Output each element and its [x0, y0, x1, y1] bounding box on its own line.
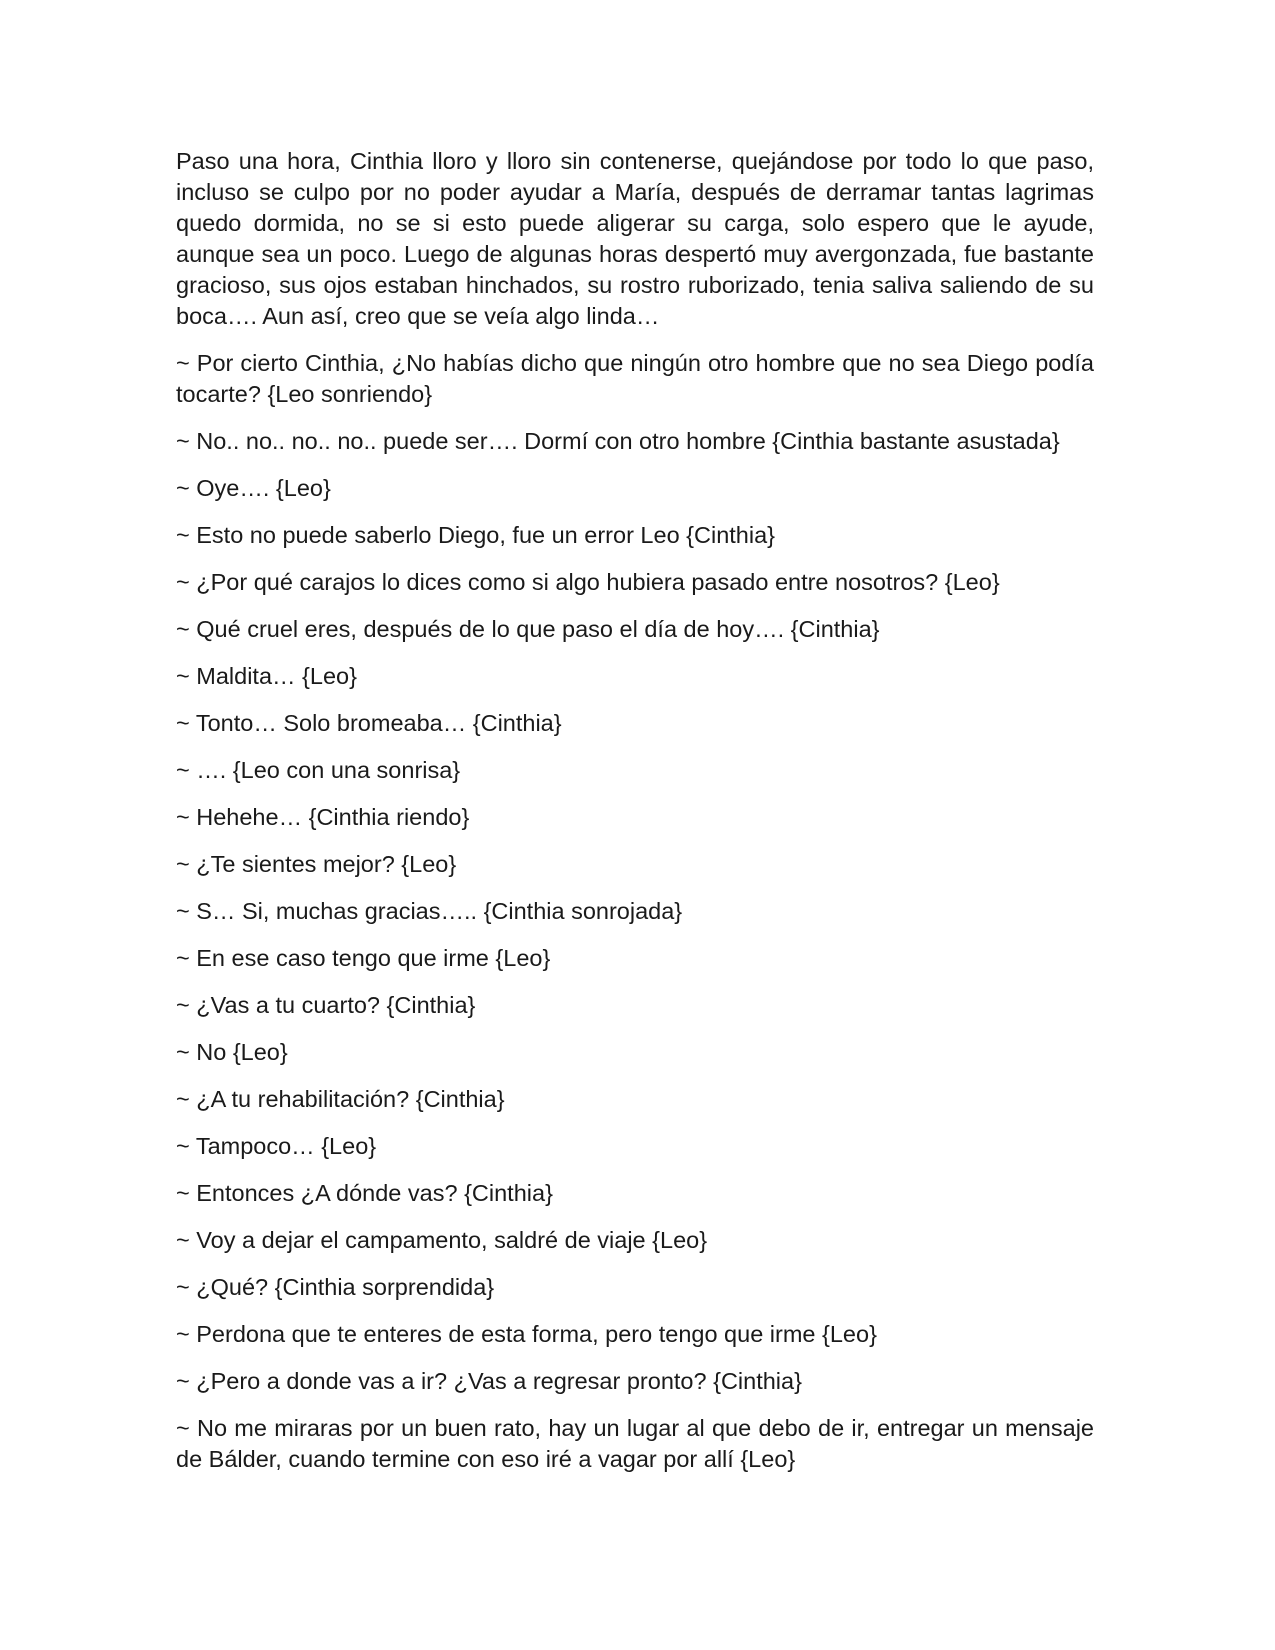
dialogue-line: ~ Tampoco… {Leo} — [176, 1133, 377, 1159]
dialogue-line: ~ Oye…. {Leo} — [176, 475, 331, 501]
dialogue-line: ~ En ese caso tengo que irme {Leo} — [176, 945, 551, 971]
dialogue-line: ~ No.. no.. no.. no.. puede ser…. Dormí con otro hombre {Cinthia bastante asustada} — [176, 428, 1060, 454]
dialogue-line: ~ ¿Qué? {Cinthia sorprendida} — [176, 1274, 495, 1300]
dialogue-line: ~ ¿Por qué carajos lo dices como si algo hubiera pasado entre nosotros? {Leo} — [176, 569, 1000, 595]
dialogue-line: ~ Esto no puede saberlo Diego, fue un error Leo {Cinthia} — [176, 522, 776, 548]
dialogue-line: ~ Voy a dejar el campamento, saldré de viaje {Leo} — [176, 1227, 708, 1253]
dialogue-line: ~ Maldita… {Leo} — [176, 663, 357, 689]
dialogue-line: ~ Por cierto Cinthia, ¿No habías dicho que ningún otro hombre que no sea Diego podía tocarte? {Leo sonriendo} — [176, 350, 1094, 407]
dialogue-line: ~ S… Si, muchas gracias….. {Cinthia sonrojada} — [176, 898, 683, 924]
dialogue-line: ~ No me miraras por un buen rato, hay un lugar al que debo de ir, entregar un mensaje de Bálder, cuando termine con eso iré a vagar por allí {Leo} — [176, 1415, 1094, 1472]
dialogue-line: ~ Hehehe… {Cinthia riendo} — [176, 804, 470, 830]
dialogue-line: ~ ¿Pero a donde vas a ir? ¿Vas a regresar pronto? {Cinthia} — [176, 1368, 802, 1394]
dialogue-line: ~ No {Leo} — [176, 1039, 288, 1065]
narrative-paragraph: Paso una hora, Cinthia lloro y lloro sin contenerse, quejándose por todo lo que paso, incluso se culpo por no poder ayudar a María, después de derramar tantas lagrimas quedo dormida, no se si esto puede aligerar su carga, solo espero que le ayude, aunque sea un poco. Luego de algunas horas despertó muy avergonzada, fue bastante gracioso, sus ojos estaban hinchados, su rostro ruborizado, tenia saliva saliendo de su boca…. Aun así, creo que se veía algo linda… — [176, 148, 1094, 329]
dialogue-line: ~ ¿Te sientes mejor? {Leo} — [176, 851, 457, 877]
dialogue-line: ~ Tonto… Solo bromeaba… {Cinthia} — [176, 710, 562, 736]
dialogue-line: ~ Perdona que te enteres de esta forma, pero tengo que irme {Leo} — [176, 1321, 877, 1347]
dialogue-line: ~ …. {Leo con una sonrisa} — [176, 757, 461, 783]
dialogue-line: ~ Qué cruel eres, después de lo que paso el día de hoy…. {Cinthia} — [176, 616, 880, 642]
dialogue-line: ~ ¿A tu rehabilitación? {Cinthia} — [176, 1086, 505, 1112]
dialogue-line: ~ ¿Vas a tu cuarto? {Cinthia} — [176, 992, 476, 1018]
document-body — [176, 146, 1094, 1491]
dialogue-line: ~ Entonces ¿A dónde vas? {Cinthia} — [176, 1180, 553, 1206]
